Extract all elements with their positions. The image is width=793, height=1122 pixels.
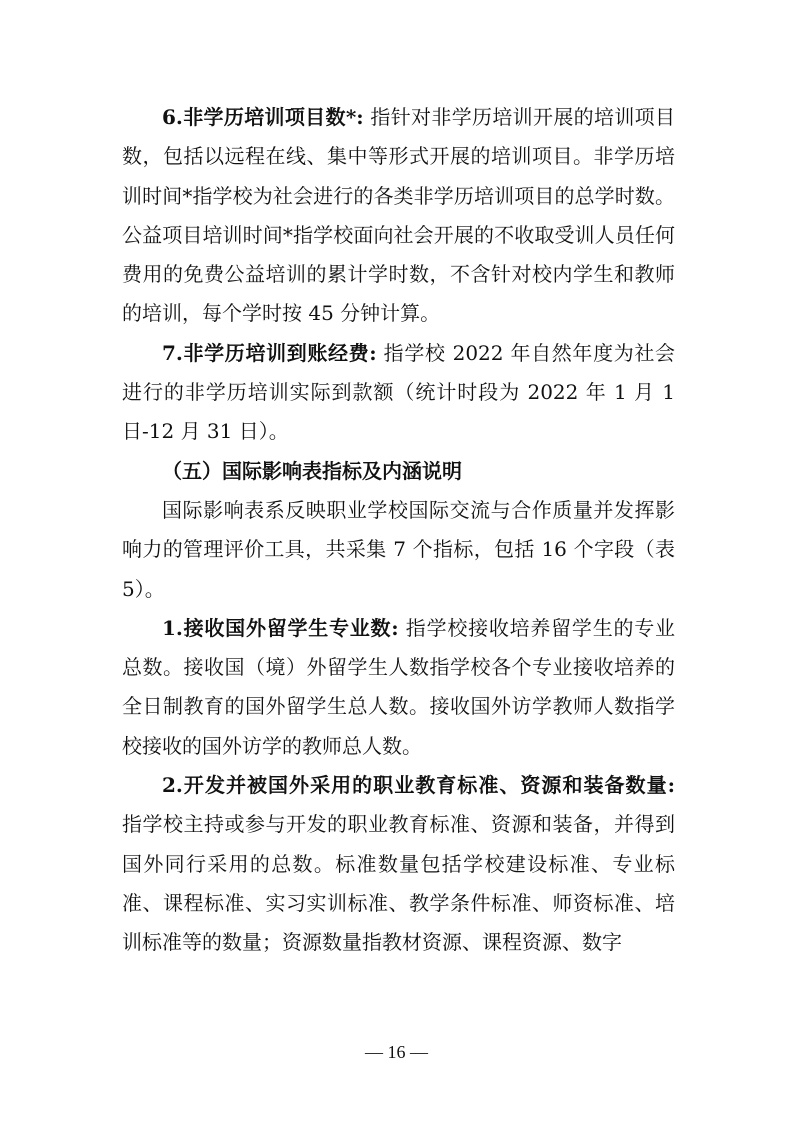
term-label: 6.非学历培训项目数*:	[162, 105, 364, 129]
paragraph-text: 指学校主持或参与开发的职业教育标准、资源和装备，并得到国外同行采用的总数。标准数量包括学校建设标准、专业标准、课程标准、实习实训标准、教学条件标准、师资标准、培训标准等的数量；资源数量指教材资源、课程资源、数字	[122, 812, 675, 955]
paragraph-non-degree-training-funds	[122, 334, 675, 452]
section-heading: （五）国际影响表指标及内涵说明	[162, 458, 462, 483]
paragraph-text: 指学校接收培养留学生的专业总数。接收国（境）外留学生人数指学校各个专业接收培养的全日制教育的国外留学生总人数。接收国外访学教师人数指学校接收的国外访学的教师总人数。	[122, 615, 675, 758]
document-body	[122, 98, 675, 963]
term-label: 7.非学历培训到账经费:	[162, 340, 377, 365]
page-number: — 16 —	[365, 1042, 428, 1062]
paragraph-non-degree-training-projects	[122, 98, 675, 334]
paragraph-standards-adopted-abroad	[122, 766, 675, 962]
paragraph-text: 指学校 2022 年自然年度为社会进行的非学历培训实际到款额（统计时段为 2022 年 1 月 1 日-12 月 31 日）。	[122, 340, 675, 444]
section-intro: 国际影响表系反映职业学校国际交流与合作质量并发挥影响力的管理评价工具，共采集 7 个指标，包括 16 个字段（表 5）。	[122, 497, 675, 601]
paragraph-foreign-student-majors	[122, 609, 675, 766]
term-label: 2.开发并被国外采用的职业教育标准、资源和装备数量:	[162, 773, 675, 798]
paragraph-text: 指针对非学历培训开展的培训项目数，包括以远程在线、集中等形式开展的培训项目。非学历培训时间*指学校为社会进行的各类非学历培训项目的总学时数。公益项目培训时间*指学校面向社会开展的不收取受训人员任何费用的免费公益培训的累计学时数，不含针对校内学生和教师的培训，每个学时按 45 分钟计算。	[122, 105, 675, 326]
term-label: 1.接收国外留学生专业数:	[162, 615, 399, 640]
